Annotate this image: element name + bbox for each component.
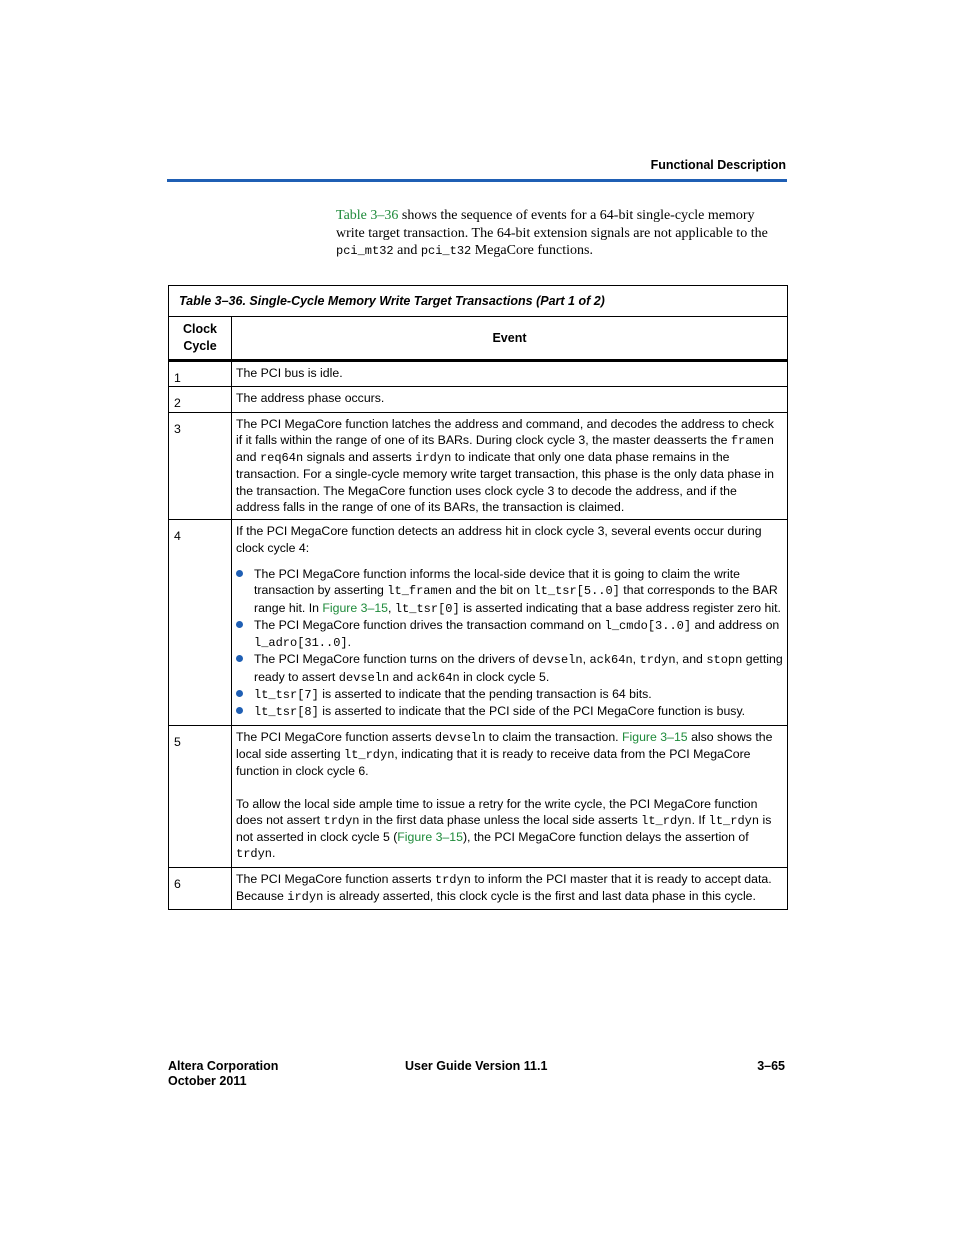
event-text: to claim the transaction.	[485, 729, 623, 744]
event-cell	[232, 412, 788, 520]
footer-left	[168, 1059, 278, 1089]
signal-name: lt_framen	[387, 584, 453, 599]
column-header-event: Event	[232, 317, 788, 361]
events-table	[168, 285, 788, 910]
event-text: ), the PCI MegaCore function delays the assertion of	[462, 830, 749, 845]
signal-name: lt_rdyn	[708, 813, 760, 828]
cycle-cell: 4	[169, 520, 232, 725]
event-text: and the bit on	[452, 583, 534, 598]
event-text: also shows the local side asserting	[236, 729, 773, 761]
event-text: , and	[675, 652, 707, 667]
event-text: and	[236, 450, 260, 465]
table-row	[169, 520, 788, 725]
event-text: is asserted to indicate that the PCI side of the PCI MegaCore function is busy.	[318, 704, 746, 719]
signal-name: lt_rdyn	[344, 747, 395, 762]
event-text: . If	[691, 812, 709, 827]
table-row	[169, 387, 788, 412]
signal-name: req64n	[259, 451, 304, 466]
event-text: that corresponds to the BAR range hit. In	[254, 583, 778, 615]
signal-name: trdyn	[236, 847, 273, 862]
table-row	[169, 867, 788, 910]
footer-date: October 2011	[168, 1074, 247, 1088]
event-text: is asserted to indicate that the pending transaction is 64 bits.	[318, 687, 652, 702]
signal-name: irdyn	[287, 890, 324, 905]
signal-name: trdyn	[639, 653, 676, 668]
code-ref: pci_t32	[420, 244, 472, 258]
signal-name: lt_tsr[5..0]	[533, 584, 620, 599]
event-cell	[232, 725, 788, 867]
event-text: and	[389, 669, 417, 684]
header-divider	[167, 179, 787, 182]
cycle-cell: 1	[169, 361, 232, 387]
event-text: The PCI MegaCore function latches the address and command, and decodes the address to check if it falls within the range of one of its BARs. During clock cycle 3, the master deasserts the	[236, 416, 774, 447]
table-row	[169, 361, 788, 387]
bullet-icon	[236, 707, 243, 714]
event-text: signals and asserts	[303, 450, 416, 465]
cycle-cell: 6	[169, 867, 232, 910]
event-text: is not asserted in clock cycle 5 (	[236, 812, 772, 845]
event-paragraph	[236, 796, 783, 863]
event-text: The PCI MegaCore function informs the local-side device that it is going to claim the write transaction by asserting	[254, 566, 740, 598]
event-text: The PCI MegaCore function asserts	[236, 871, 435, 886]
event-bullet-list	[236, 566, 783, 721]
event-text: is already asserted, this clock cycle is the first and last data phase in this cycle.	[323, 889, 756, 904]
signal-name: trdyn	[434, 872, 471, 887]
event-text: is asserted indicating that a base address register zero hit.	[459, 600, 781, 615]
column-header-clock-cycle	[169, 317, 232, 361]
page-number: 3–65	[757, 1059, 785, 1073]
cycle-cell: 3	[169, 412, 232, 520]
figure-link[interactable]: Figure 3–15	[622, 729, 688, 744]
event-intro: If the PCI MegaCore function detects an address hit in clock cycle 3, several events occur during clock cycle 4:	[236, 524, 762, 555]
signal-name: lt_tsr[0]	[394, 601, 460, 616]
signal-name: lt_tsr[7]	[254, 688, 319, 703]
event-text: To allow the local side ample time to issue a retry for the write cycle, the PCI MegaCore function does not assert	[236, 796, 758, 827]
signal-name: devseln	[338, 670, 390, 685]
event-text: , indicating that it is ready to receive data from the PCI MegaCore function in clock cycle 6.	[236, 746, 751, 779]
list-item	[236, 686, 783, 703]
event-text: The PCI MegaCore function drives the transaction command on	[254, 617, 605, 632]
event-text: The PCI MegaCore function asserts	[236, 729, 435, 744]
intro-text: and	[393, 243, 421, 258]
table-row	[169, 412, 788, 520]
signal-name: ack64n	[589, 653, 633, 668]
table-caption: Table 3–36. Single-Cycle Memory Write Target Transactions (Part 1 of 2)	[169, 286, 788, 317]
cycle-cell: 5	[169, 725, 232, 867]
signal-name: framen	[730, 433, 775, 448]
footer-company: Altera Corporation	[168, 1059, 279, 1073]
event-text: ,	[388, 600, 395, 615]
event-cell: The address phase occurs.	[232, 387, 788, 412]
bullet-icon	[236, 621, 243, 628]
figure-link[interactable]: Figure 3–15	[397, 830, 463, 845]
event-text: .	[347, 635, 352, 650]
signal-name: stopn	[706, 653, 743, 668]
event-paragraph	[236, 729, 783, 780]
code-ref: pci_mt32	[336, 244, 394, 258]
event-text: to indicate that only one data phase remains in the transaction. For a single-cycle memory write target transaction, this phase is the only data phase in the transaction. The MegaCore function uses clock cycle 3 to decode the address, and if the address falls in the range of one of its BARs, the transaction is claimed.	[236, 450, 774, 515]
signal-name: lt_rdyn	[641, 813, 692, 828]
list-item	[236, 651, 783, 686]
signal-name: lt_tsr[8]	[254, 705, 319, 720]
event-cell: The PCI bus is idle.	[232, 361, 788, 387]
event-text: .	[272, 846, 276, 861]
signal-name: devseln	[532, 653, 583, 668]
list-item	[236, 617, 783, 652]
signal-name: ack64n	[416, 670, 460, 685]
list-item	[236, 566, 783, 617]
signal-name: devseln	[434, 730, 486, 745]
event-text: ,	[632, 652, 640, 667]
event-text: to inform the PCI master that it is ready to accept data. Because	[236, 871, 772, 904]
intro-text: shows the sequence of events for a 64-bit single-cycle memory write target transaction. The 64-bit extension signals are not applicable to the	[336, 208, 768, 241]
bullet-icon	[236, 570, 243, 577]
bullet-icon	[236, 655, 243, 662]
signal-name: l_cmdo[3..0]	[604, 618, 692, 633]
signal-name: irdyn	[415, 451, 452, 466]
footer-guide-version: User Guide Version 11.1	[405, 1059, 548, 1073]
figure-link[interactable]: Figure 3–15	[322, 600, 389, 615]
section-title: Functional Description	[650, 158, 786, 172]
event-text: getting ready to assert	[254, 652, 783, 684]
event-text: ,	[582, 652, 590, 667]
event-text: and address on	[691, 617, 780, 632]
bullet-icon	[236, 690, 243, 697]
column-header-clock-line2: Cycle	[183, 339, 217, 353]
event-text: in the first data phase unless the local side asserts	[359, 812, 642, 827]
intro-paragraph	[336, 207, 786, 261]
column-header-clock-line1: Clock	[182, 322, 218, 336]
event-text: The PCI MegaCore function turns on the drivers of	[254, 652, 533, 667]
signal-name: trdyn	[323, 813, 360, 828]
list-item	[236, 703, 783, 720]
signal-name: l_adro[31..0]	[254, 636, 348, 651]
table-row	[169, 725, 788, 867]
cycle-cell: 2	[169, 387, 232, 412]
event-text: in clock cycle 5.	[459, 669, 550, 684]
event-cell	[232, 520, 788, 725]
intro-text: MegaCore functions.	[471, 243, 593, 258]
event-cell	[232, 867, 788, 910]
table-link[interactable]: Table 3–36	[336, 208, 399, 223]
